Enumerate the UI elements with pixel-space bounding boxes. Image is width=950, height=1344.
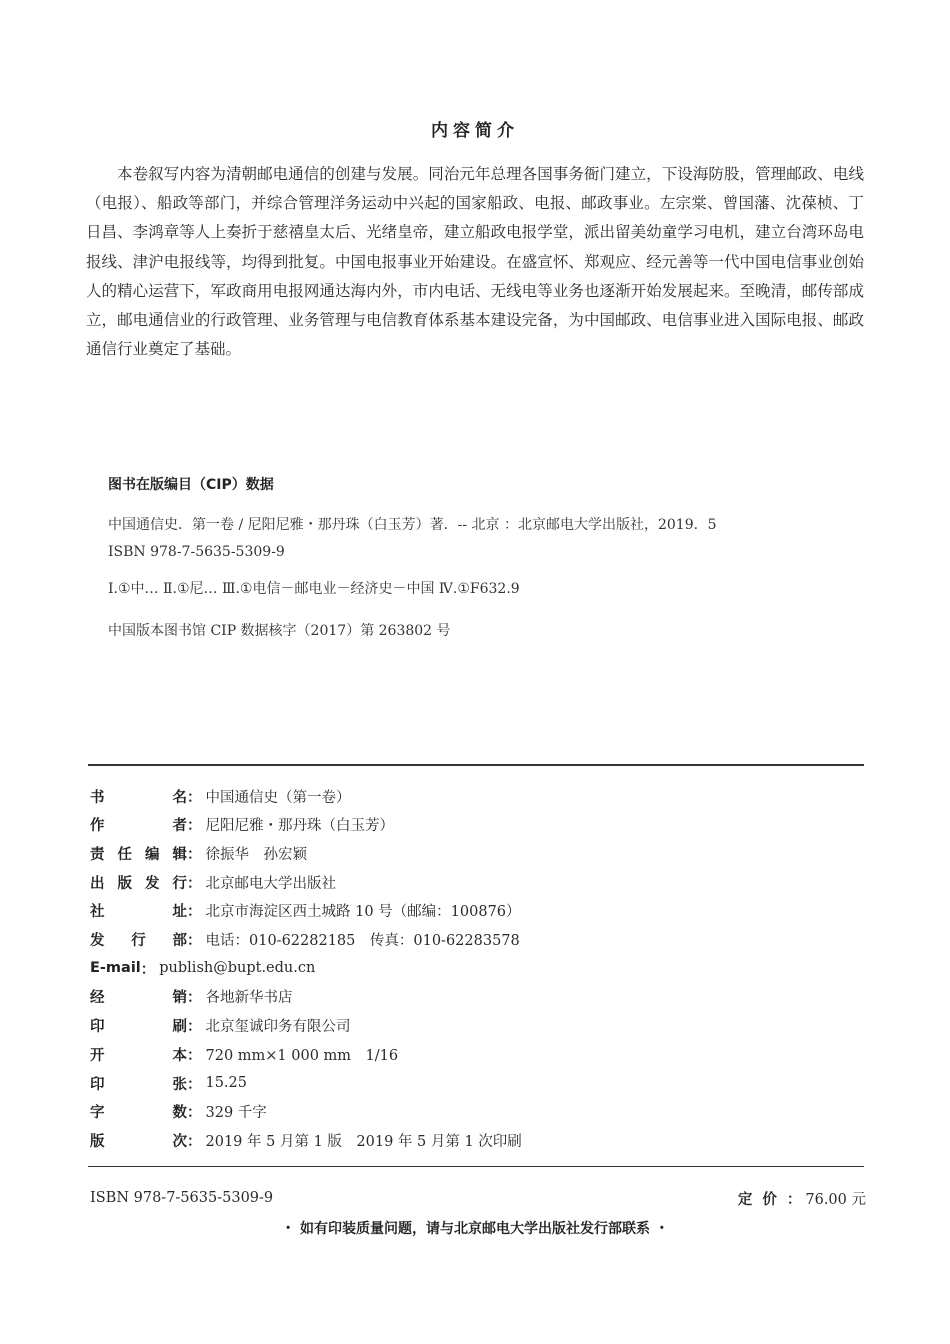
info-value: 徐振华 孙宏颖 xyxy=(205,846,307,863)
info-row: 出 版 发 行 ： 北京邮电大学出版社 xyxy=(90,871,336,893)
info-value: 各地新华书店 xyxy=(205,990,293,1007)
info-value: 北京邮电大学出版社 xyxy=(205,875,336,892)
info-value: 电话：010-62282185 传真：010-62283578 xyxy=(205,933,520,949)
info-row: 发 行 部 ： 电话：010-62282185 传真：010-62283578 xyxy=(90,929,520,951)
info-value: 15.25 xyxy=(205,1075,248,1091)
summary-body: 本卷叙写内容为清朝邮电通信的创建与发展。同治元年总理各国事务衙门建立，下设海防股，管理邮政、电线（电报）、船政等部门，并综合管理洋务运动中兴起的国家船政、电报、邮政事业。左宗棠、曾国藩、沈葆桢、丁日昌、李鸿章等人上奏折于慈禧皇太后、光绪皇帝，建立船政电报学堂，派出留美幼童学习电机，建立台湾环岛电报线、津沪电报线等，均得到批复。中国电报事业开始建设。在盛宣怀、郑观应、经元善等一代中国电信事业创始人的精心运营下，军政商用电报网通达海内外，市内电话、无线电等业务也逐渐开始发展起来。至晚清，邮传部成立，邮电通信业的行政管理、业务管理与电信教育体系基本建设完备，为中国邮政、电信事业进入国际电报、邮政通信行业奠定了基础。 xyxy=(86,165,864,359)
info-label: 书 名 xyxy=(90,789,187,806)
info-label: 经 销 xyxy=(90,990,187,1007)
cip-heading: 图书在版编目（CIP）数据 xyxy=(108,477,274,493)
info-row: 印 刷 ： 北京玺诚印务有限公司 xyxy=(90,1015,351,1037)
info-value: 尼阳尼雅・那丹珠（白玉芳） xyxy=(205,818,394,835)
info-value: publish@bupt.edu.cn xyxy=(159,960,316,977)
info-value: 329 千字 xyxy=(205,1105,267,1122)
info-value: 北京市海淀区西土城路 10 号（邮编：100876） xyxy=(205,904,521,921)
info-row: 责 任 编 辑 ： 徐振华 孙宏颖 xyxy=(90,842,307,864)
info-row: 作 者 ： 尼阳尼雅・那丹珠（白玉芳） xyxy=(90,814,394,836)
footer-isbn: ISBN 978-7-5635-5309-9 xyxy=(90,1190,274,1206)
info-label: 开 本 xyxy=(90,1047,187,1064)
cip-catalog-line: 中国通信史．第一卷 / 尼阳尼雅・那丹珠（白玉芳）著．-- 北京 ：北京邮电大学出版社，2019．5 xyxy=(108,517,717,533)
price: 定价： 76.00 元 xyxy=(737,1192,866,1208)
info-label: 字 数 xyxy=(90,1105,187,1122)
info-label: 责 任 编 辑 xyxy=(90,846,187,863)
info-label: 版 次 xyxy=(90,1133,187,1150)
info-row: 经 销 ： 各地新华书店 xyxy=(90,986,293,1008)
info-value: 中国通信史（第一卷） xyxy=(205,789,351,806)
info-row: E-mail ： publish@bupt.edu.cn xyxy=(90,960,316,978)
cip-approval-line: 中国版本图书馆 CIP 数据核字（2017）第 263802 号 xyxy=(108,623,451,639)
summary-title: 内容简介 xyxy=(431,121,519,141)
info-row: 版 次 ： 2019 年 5 月第 1 版 2019 年 5 月第 1 次印刷 xyxy=(90,1129,522,1151)
info-label: 出 版 发 行 xyxy=(90,875,187,892)
info-row: 字 数 ： 329 千字 xyxy=(90,1101,267,1123)
info-label: 发 行 部 xyxy=(90,933,187,949)
info-row: 社 址 ： 北京市海淀区西土城路 10 号（邮编：100876） xyxy=(90,900,521,922)
top-divider xyxy=(88,764,864,766)
info-row: 书 名 ： 中国通信史（第一卷） xyxy=(90,785,351,807)
cip-subject-line: Ⅰ.①中… Ⅱ.①尼… Ⅲ.①电信－邮电业－经济史－中国 Ⅳ.①F632.9 xyxy=(108,581,520,597)
info-label: 印 张 xyxy=(90,1076,187,1093)
info-label: E-mail xyxy=(90,960,141,977)
info-label: 印 刷 xyxy=(90,1019,187,1036)
info-value: 720 mm×1 000 mm 1/16 xyxy=(205,1047,399,1064)
info-row: 开 本 ： 720 mm×1 000 mm 1/16 xyxy=(90,1043,398,1065)
price-label: 定价 xyxy=(737,1192,787,1208)
quality-notice: ・ 如有印装质量问题，请与北京邮电大学出版社发行部联系 ・ xyxy=(281,1221,669,1237)
info-row: 印 张 ： 15.25 xyxy=(90,1072,247,1094)
info-value: 2019 年 5 月第 1 版 2019 年 5 月第 1 次印刷 xyxy=(205,1133,522,1150)
bottom-divider xyxy=(88,1166,864,1167)
info-value: 北京玺诚印务有限公司 xyxy=(205,1019,351,1036)
info-label: 社 址 xyxy=(90,904,187,921)
info-label: 作 者 xyxy=(90,818,187,835)
cip-isbn-line: ISBN 978-7-5635-5309-9 xyxy=(108,544,285,560)
price-value: 76.00 元 xyxy=(805,1192,866,1208)
